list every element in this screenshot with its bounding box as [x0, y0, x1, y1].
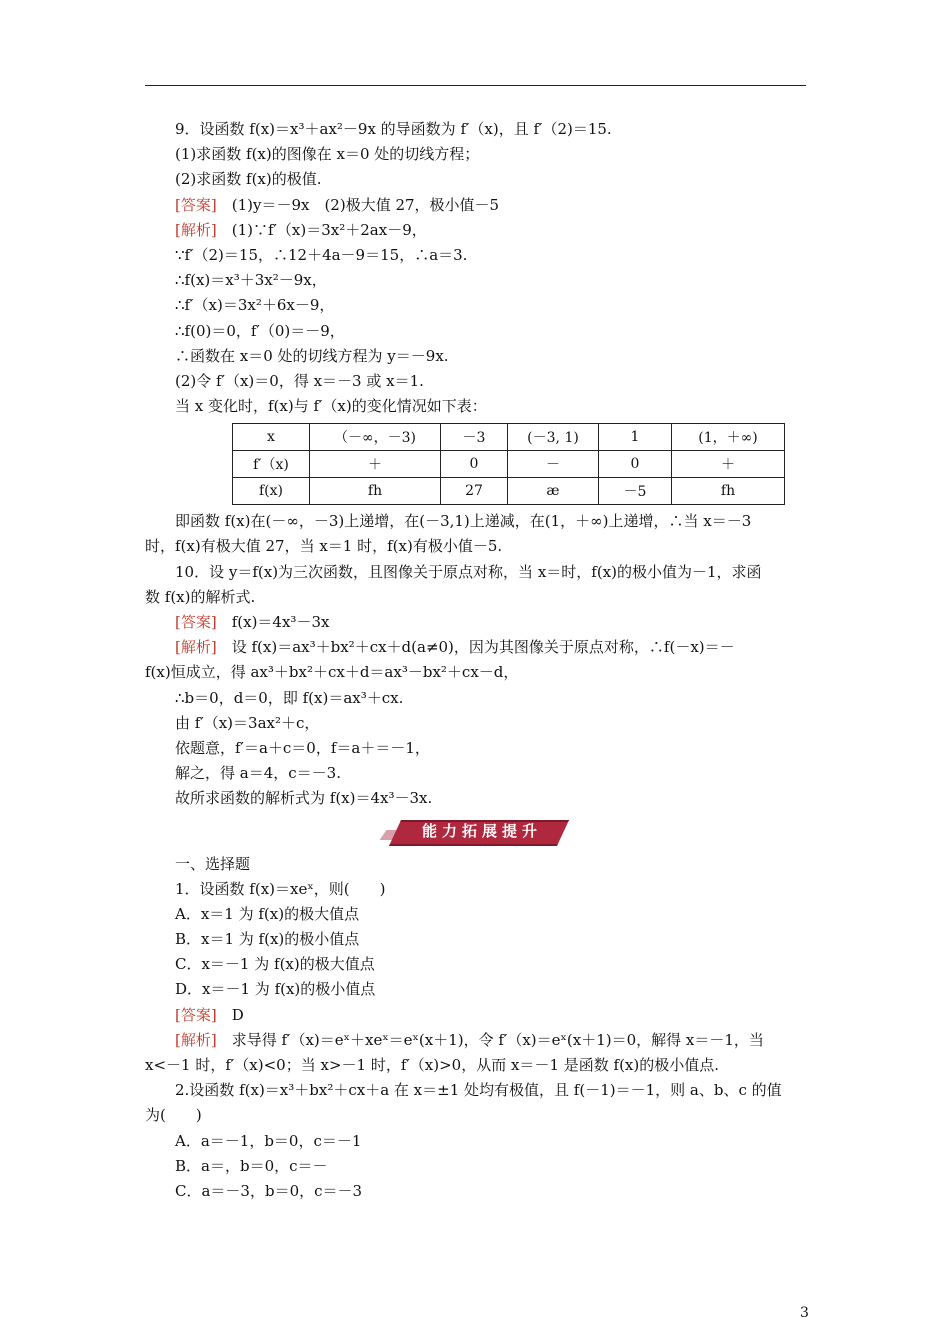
page-number: 3: [800, 1305, 809, 1321]
table-cell: －3: [441, 424, 508, 451]
table-cell: （－∞，－3): [310, 424, 441, 451]
text-line: [145, 952, 806, 977]
text-line: [145, 660, 806, 685]
line-text: 故所求函数的解析式为 f(x)＝4x³－3x.: [175, 789, 433, 808]
text-line: [145, 218, 806, 243]
text-line: [145, 117, 806, 142]
line-text: D．x＝－1 为 f(x)的极小值点: [175, 980, 376, 999]
table-cell: fh: [310, 478, 441, 505]
line-text: D: [216, 1005, 244, 1024]
table-cell: (－3, 1): [508, 424, 599, 451]
text-line: [145, 509, 806, 534]
text-line: [145, 977, 806, 1002]
line-text: ∴f(x)＝x³＋3x²－9x，: [175, 271, 327, 290]
text-line: [145, 761, 806, 786]
text-line: [145, 167, 806, 192]
text-line: [145, 877, 806, 902]
problem-10-section: [145, 509, 806, 811]
label-tag: [答案]: [175, 613, 217, 631]
text-line: [145, 319, 806, 344]
line-text: f(x)恒成立，得 ax³＋bx²＋cx＋d＝ax³－bx²＋cx－d，: [145, 663, 519, 682]
text-line: [145, 927, 806, 952]
line-text: B．a＝，b＝0，c＝－: [175, 1156, 328, 1175]
table-cell: 0: [441, 451, 508, 478]
line-text: ∴函数在 x＝0 处的切线方程为 y＝－9x.: [175, 346, 449, 365]
table-cell: f(x): [233, 478, 310, 505]
line-text: (2)求函数 f(x)的极值.: [175, 170, 322, 189]
line-text: 一、选择题: [175, 854, 251, 873]
text-line: [145, 193, 806, 218]
line-text: 9．设函数 f(x)＝x³＋ax²－9x 的导函数为 f′（x)，且 f′（2)＝15.: [175, 120, 612, 138]
text-line: [145, 1028, 806, 1053]
table-row: [233, 478, 785, 505]
table-cell: ＋: [672, 451, 785, 478]
line-text: 设 f(x)＝ax³＋bx²＋cx＋d(a≠0)，因为其图像关于原点对称，∴f(－x)＝－: [216, 638, 735, 657]
text-line: [145, 736, 806, 761]
text-line: [145, 1179, 806, 1204]
text-line: [145, 686, 806, 711]
text-line: [145, 534, 806, 559]
text-line: [145, 1103, 806, 1128]
text-line: [145, 1129, 806, 1154]
line-text: (1)y＝－9x (2)极大值 27，极小值－5: [216, 195, 500, 214]
line-text: ∵f′（2)＝15，∴12＋4a－9＝15，∴a＝3.: [175, 245, 468, 264]
label-tag: [答案]: [175, 195, 217, 214]
text-line: [145, 268, 806, 293]
label-tag: [解析]: [175, 1030, 217, 1049]
table-cell: ＋: [310, 451, 441, 478]
line-text: f(x)＝4x³－3x: [216, 613, 330, 631]
text-line: [145, 293, 806, 318]
line-text: 1．设函数 f(x)＝xeˣ，则( ): [175, 879, 386, 898]
table-cell: 27: [441, 478, 508, 505]
line-text: 2.设函数 f(x)＝x³＋bx²＋cx＋a 在 x＝±1 处均有极值，且 f(－1)＝－1，则 a、b、c 的值: [175, 1081, 782, 1100]
text-line: [145, 786, 806, 811]
choice-questions-section: [145, 852, 806, 1205]
text-line: [145, 585, 806, 610]
table-header-row: [233, 424, 785, 451]
line-text: 即函数 f(x)在(－∞，－3)上递增，在(－3,1)上递减，在(1，＋∞)上递增，∴当 x＝－3: [175, 512, 752, 531]
table-row: [233, 451, 785, 478]
table-cell: －: [508, 451, 599, 478]
line-text: 10．设 y＝f(x)为三次函数，且图像关于原点对称，当 x＝时，f(x)的极小值为－1，求函: [175, 562, 762, 581]
line-text: ∴f(0)＝0，f′（0)＝－9，: [175, 321, 345, 340]
table-cell: 1: [599, 424, 672, 451]
line-text: 解之，得 a＝4，c＝－3.: [175, 764, 341, 783]
label-tag: [答案]: [175, 1005, 217, 1024]
line-text: C．x＝－1 为 f(x)的极大值点: [175, 955, 375, 974]
line-text: ∴f′（x)＝3x²＋6x－9，: [175, 296, 335, 315]
line-text: 数 f(x)的解析式.: [145, 587, 256, 606]
text-line: [145, 243, 806, 268]
variation-table: [232, 423, 785, 505]
text-line: [145, 1003, 806, 1028]
section-banner: [145, 816, 806, 848]
line-text: 由 f′（x)＝3ax²＋c，: [175, 713, 320, 732]
table-cell: －5: [599, 478, 672, 505]
line-text: A．a＝－1，b＝0，c＝－1: [175, 1131, 362, 1150]
line-text: (2)令 f′（x)＝0，得 x＝－3 或 x＝1.: [175, 371, 424, 390]
label-tag: [解析]: [175, 638, 217, 657]
line-text: (1)∵f′（x)＝3x²＋2ax－9，: [216, 220, 427, 239]
problem-9-section: [145, 117, 806, 419]
table-cell: fh: [672, 478, 785, 505]
line-text: (1)求函数 f(x)的图像在 x＝0 处的切线方程；: [175, 145, 480, 164]
text-line: [145, 369, 806, 394]
banner-title: 能力拓展提升: [421, 821, 542, 840]
line-text: ∴b＝0，d＝0，即 f(x)＝ax³＋cx.: [175, 688, 404, 707]
line-text: C．a＝－3，b＝0，c＝－3: [175, 1181, 363, 1200]
page-content: [145, 117, 806, 1204]
line-text: 时，f(x)有极大值 27，当 x＝1 时，f(x)有极小值－5.: [145, 537, 503, 556]
text-line: [145, 1078, 806, 1103]
text-line: [145, 1053, 806, 1078]
line-text: A．x＝1 为 f(x)的极大值点: [175, 904, 360, 923]
table-cell: f′（x): [233, 451, 310, 478]
table-cell: x: [233, 424, 310, 451]
line-text: x<－1 时，f′（x)<0；当 x>－1 时，f′（x)>0，从而 x＝－1 是函数 f(x)的极小值点.: [145, 1056, 720, 1074]
table-cell: æ: [508, 478, 599, 505]
header-rule: [145, 85, 806, 86]
table-cell: (1，＋∞): [672, 424, 785, 451]
text-line: [145, 344, 806, 369]
text-line: [145, 142, 806, 167]
line-text: 求导得 f′（x)＝eˣ＋xeˣ＝eˣ(x＋1)，令 f′（x)＝eˣ(x＋1)＝0，解得 x＝－1，当: [216, 1030, 764, 1049]
text-line: [145, 1154, 806, 1179]
label-tag: [解析]: [175, 220, 217, 239]
text-line: [145, 852, 806, 877]
text-line: [145, 560, 806, 585]
line-text: 依题意，f′＝a＋c＝0，f＝a＋＝－1，: [175, 738, 430, 757]
text-line: [145, 635, 806, 660]
line-text: B．x＝1 为 f(x)的极小值点: [175, 930, 360, 949]
line-text: 当 x 变化时，f(x)与 f′（x)的变化情况如下表：: [175, 397, 487, 416]
text-line: [145, 394, 806, 419]
line-text: 为( ): [145, 1106, 202, 1125]
text-line: [145, 711, 806, 736]
text-line: [145, 902, 806, 927]
text-line: [145, 610, 806, 635]
table-cell: 0: [599, 451, 672, 478]
